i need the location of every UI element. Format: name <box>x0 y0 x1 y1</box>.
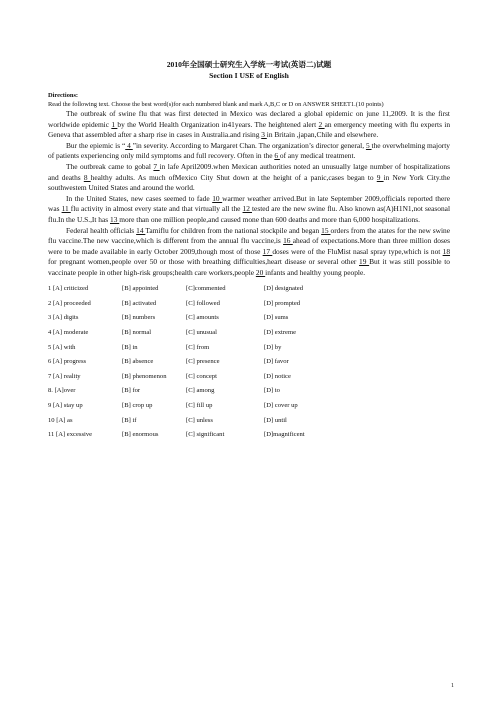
numbered-blank: 7 <box>153 161 160 171</box>
passage-text: warmer weather arrived.But in late September 2009,officials reported there was <box>48 193 450 214</box>
option-choice: [D] sums <box>264 314 289 322</box>
option-choice: [D] notice <box>264 372 291 380</box>
option-row <box>48 311 450 326</box>
option-choice: [C] amounts <box>186 314 219 322</box>
passage-text: by the World Health Organization in41years. The heightened alert <box>117 119 319 129</box>
option-choice: [B] activated <box>122 299 157 307</box>
passage-paragraph <box>48 141 450 162</box>
option-choice: 1 [A] criticized <box>48 285 89 293</box>
option-choice: [C] unusual <box>186 329 217 337</box>
option-choice: [D] prompted <box>264 299 301 307</box>
option-choice: [C] concept <box>186 372 217 380</box>
section-heading: Section I USE of English <box>209 71 289 80</box>
passage-paragraph <box>48 162 450 194</box>
passage-text: infants and healthy young people. <box>265 267 366 277</box>
option-row <box>48 384 450 399</box>
option-choice: [C] unless <box>186 416 213 424</box>
option-choice: 2 [A] proceeded <box>48 299 91 307</box>
option-choice: [B] appointed <box>122 285 159 293</box>
numbered-blank: 10 <box>212 193 223 203</box>
option-choice: [D] by <box>264 343 282 351</box>
passage-text: an emergency meeting with flu experts in Geneva that assembled after a sharp rise in cases in Australia.and rising <box>48 119 451 140</box>
numbered-blank: 18 <box>442 246 451 256</box>
option-choice: 6 [A] progress <box>48 358 87 366</box>
option-choice: [B] numbers <box>122 314 156 322</box>
option-row <box>48 369 450 384</box>
option-row <box>48 282 450 297</box>
numbered-blank: 9 <box>376 172 384 182</box>
option-row <box>48 413 450 428</box>
option-choice: [C] fill up <box>186 402 213 410</box>
option-choice: [D] to <box>264 387 280 395</box>
passage-text: Bur the epiemic is “ <box>66 140 126 150</box>
passage-text: ”in severity. According to Margaret Chan. The organization’s director general, <box>132 140 366 150</box>
option-choice: 8. [A]over <box>48 387 76 395</box>
option-choice: [B] phenomenon <box>122 372 167 380</box>
passage-text: more than one million people,and caused mone than 600 deaths and more than 6,000 hospitalizations. <box>119 214 420 224</box>
option-choice: 10 [A] as <box>48 416 73 424</box>
option-row <box>48 340 450 355</box>
page-number: 1 <box>451 683 454 689</box>
numbered-blank: 19 <box>359 257 370 267</box>
option-row <box>48 354 450 369</box>
passage-text: in New York City.the southwestem United States and around the world. <box>48 172 450 193</box>
numbered-blank: 5 <box>365 140 372 150</box>
passage-text: In the United States, new cases seemed to fade <box>66 193 213 203</box>
option-row <box>48 398 450 413</box>
option-choice: [B] enormous <box>122 431 159 439</box>
exam-title: 2010年全国硕士研究生入学统一考试(英语二)试题 <box>166 60 332 69</box>
numbered-blank: 20 <box>255 267 266 277</box>
option-choice: [D] favor <box>264 358 289 366</box>
passage-text: ahead of expectations.More than three million doses were to be made available in early October 2009,though most of those <box>48 236 451 256</box>
numbered-blank: 12 <box>242 204 252 214</box>
passage <box>48 109 450 279</box>
option-choice: [B] crop up <box>122 402 153 410</box>
directions-heading: Directions: <box>48 92 79 99</box>
option-choice: [B] absence <box>122 358 154 366</box>
passage-text: in Britain ,japan,Chile and elsewhere. <box>266 130 379 140</box>
passage-text: doses were of the FluMist nasal spray type,which is not <box>272 246 443 256</box>
passage-paragraph <box>48 226 450 279</box>
passage-text: But it was still possible to vaccinate people in other high-risk groups;health care workers,people <box>48 257 450 277</box>
passage-text: tested are the new swine flu. Also known as(A)H1N1,not seasonal flu.In the U.S.,It has <box>48 204 451 224</box>
option-choice: [C] significant <box>186 431 225 439</box>
numbered-blank: 3 <box>261 130 267 140</box>
option-row <box>48 296 450 311</box>
passage-text: in lafe April2009.when Mexican authorities noted an unusually latge number of hospitalizations and deaths <box>48 161 451 182</box>
passage-paragraph <box>48 194 450 226</box>
option-choice: [D] cover up <box>264 402 298 410</box>
numbered-blank: 16 <box>283 236 293 246</box>
option-choice: 7 [A] reality <box>48 372 81 380</box>
numbered-blank: 6 <box>274 151 280 161</box>
option-choice: [C] from <box>186 343 210 351</box>
passage-text: of any medical treatment. <box>279 151 356 161</box>
option-choice: 3 [A] digits <box>48 314 79 322</box>
option-choice: 9 [A] stay up <box>48 402 83 410</box>
options-list <box>48 282 450 443</box>
numbered-blank: 17 <box>262 246 273 256</box>
option-choice: [B] for <box>122 387 141 395</box>
passage-paragraph <box>48 109 450 141</box>
passage-text: The outbreak came to gobal <box>66 161 154 171</box>
passage-text: Tamiflu for children from the national stockpile and began <box>145 225 322 235</box>
option-row <box>48 325 450 340</box>
option-choice: [B] in <box>122 343 138 351</box>
passage-text: Federal health officials <box>66 225 137 235</box>
passage-text: orders from the atates for the new swine flu vaccine.The new vaccine,which is different from the annual flu vaccine,is <box>48 225 451 246</box>
numbered-blank: 14 <box>136 225 146 235</box>
passage-text: the overwhelming majorty of patients experiencing only mild symptoms and full recovery. Often in the <box>48 140 451 161</box>
option-choice: 4 [A] moderate <box>48 329 89 337</box>
option-choice: [C]commented <box>186 285 226 293</box>
option-choice: [C] presence <box>186 358 220 366</box>
passage-text: healthy adults. As much ofMexico City Shut down at the height of a panic,cases began to <box>90 172 377 182</box>
option-choice: [D]magnificent <box>264 431 305 439</box>
passage-text: The outbreak of swine flu that was first detected in Mexico was declared a global epidemic on june 11,2009. It is the first worldwide epidemic <box>48 109 450 129</box>
option-choice: [D] extreme <box>264 329 297 337</box>
passage-text: flu activity in almost every state and that virtually all the <box>70 204 243 214</box>
option-choice: [C] followed <box>186 299 220 307</box>
numbered-blank: 11 <box>61 204 71 214</box>
option-choice: 11 [A] excessive <box>48 431 93 439</box>
document-page <box>48 0 450 442</box>
option-choice: [B] normal <box>122 329 152 337</box>
option-choice: [B] if <box>122 416 137 424</box>
numbered-blank: 4 <box>125 140 133 150</box>
numbered-blank: 13 <box>110 214 120 224</box>
passage-text: for pregnant women,people over 50 or those with breathing difficulties,heart disease or several other <box>48 257 360 267</box>
option-choice: [D] until <box>264 416 287 424</box>
numbered-blank: 15 <box>321 225 331 235</box>
directions-text: Read the following text. Choose the best word(s)for each numbered blank and mark A,B,C or D on ANSWER SHEET1.(10 points) <box>48 101 384 108</box>
option-choice: 5 [A] with <box>48 343 76 351</box>
option-choice: [C] among <box>186 387 215 395</box>
option-row <box>48 427 450 442</box>
option-choice: [D] designated <box>264 285 303 293</box>
numbered-blank: 8 <box>83 172 91 182</box>
numbered-blank: 1 <box>111 119 118 129</box>
numbered-blank: 2 <box>318 119 325 129</box>
